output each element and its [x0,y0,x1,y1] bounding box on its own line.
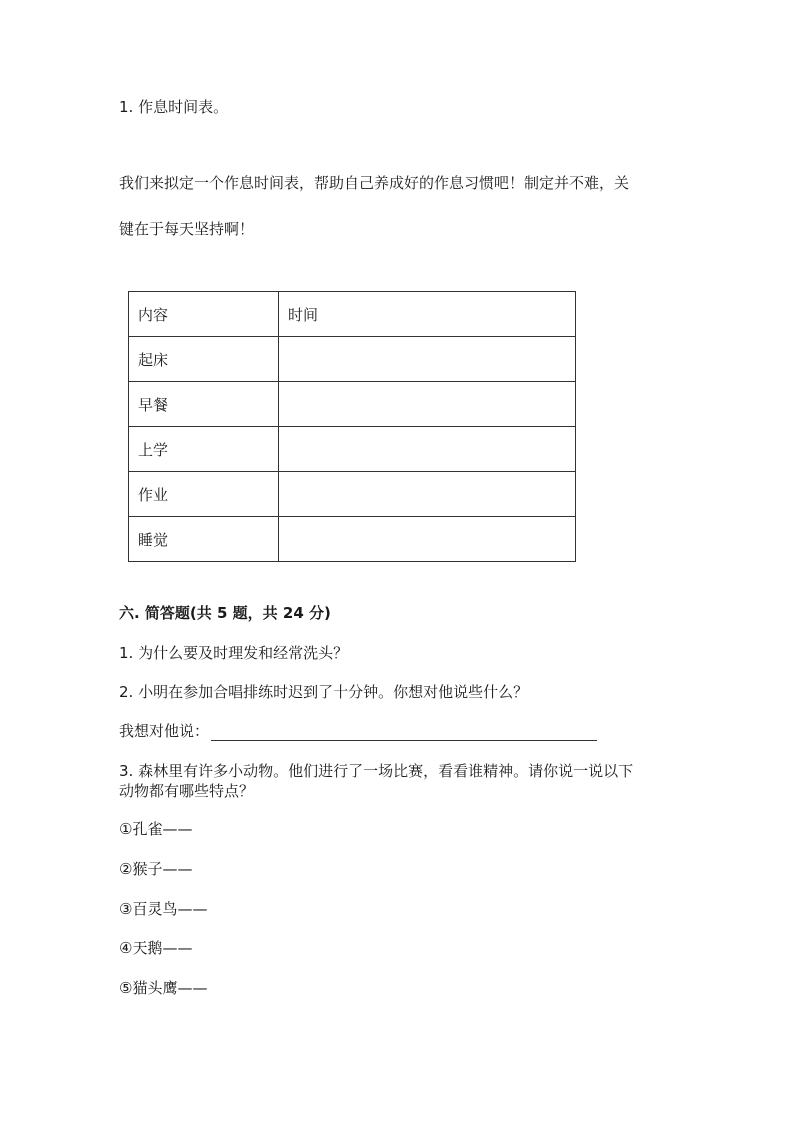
row-item: 睡觉 [129,517,279,562]
section-title: 1. 作息时间表。 [119,98,229,116]
header-time: 时间 [279,292,576,337]
animal-item: ⑤猫头鹰—— [119,979,208,997]
table-row [129,382,576,427]
row-item: 起床 [129,337,279,382]
intro-text-line-2: 键在于每天坚持啊！ [119,220,255,238]
row-item: 早餐 [129,382,279,427]
answer-line [119,721,597,741]
intro-text-line-1: 我们来拟定一个作息时间表，帮助自己养成好的作息习惯吧！制定并不难，关 [119,174,630,192]
question-1: 1. 为什么要及时理发和经常洗头？ [119,644,349,662]
table-row [129,337,576,382]
animal-item: ④天鹅—— [119,939,193,957]
table-row [129,517,576,562]
row-time-cell[interactable] [279,337,576,382]
row-time-cell[interactable] [279,427,576,472]
animal-item: ③百灵鸟—— [119,900,208,918]
question-2: 2. 小明在参加合唱排练时迟到了十分钟。你想对他说些什么？ [119,683,529,701]
row-time-cell[interactable] [279,472,576,517]
question-3-line-1: 3. 森林里有许多小动物。他们进行了一场比赛，看看谁精神。请你说一说以下 [119,762,634,780]
answer-blank[interactable] [211,722,597,741]
table-row [129,427,576,472]
table-header-row [129,292,576,337]
header-content: 内容 [129,292,279,337]
answer-prompt: 我想对他说： [119,722,210,740]
animal-item: ②猴子—— [119,860,193,878]
table-row [129,472,576,517]
section-heading: 六. 简答题(共 5 题，共 24 分) [119,604,331,622]
row-time-cell[interactable] [279,382,576,427]
row-item: 上学 [129,427,279,472]
row-time-cell[interactable] [279,517,576,562]
animal-item: ①孔雀—— [119,820,193,838]
row-item: 作业 [129,472,279,517]
question-3-line-2: 动物都有哪些特点？ [119,782,255,800]
schedule-table [128,291,576,562]
